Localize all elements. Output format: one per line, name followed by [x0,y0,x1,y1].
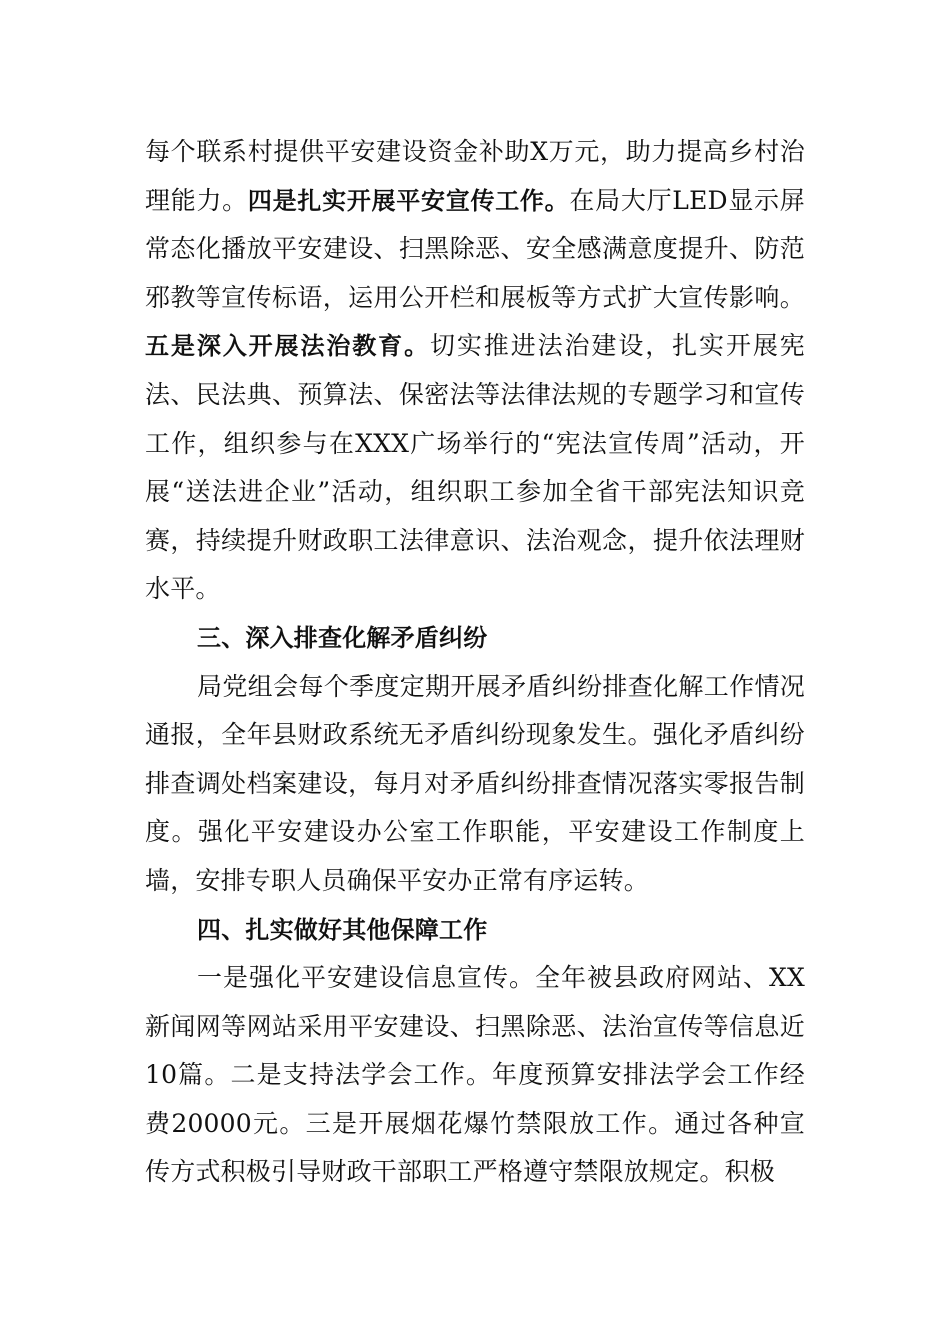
section-heading: 四、扎实做好其他保障工作 [197,915,488,944]
paragraph-text: 在局大厅LED显示屏常态化播放平安建设、扫黑除恶、安全感满意度提升、防范邪教等宣传标语，运用公开栏和展板等方式扩大宣传影响。 [145,185,805,312]
paragraph: 一是强化平安建设信息宣传。全年被县政府网站、XX新闻网等网站采用平安建设、扫黑除恶、法治宣传等信息近10篇。二是支持法学会工作。年度预算安排法学会工作经费20000元。三是开展烟花爆竹禁限放工作。通过各种宣传方式积极引导财政干部职工严格遵守禁限放规定。积极 [145,963,805,1187]
bold-lead-phrase: 四是扎实开展平安宣传工作。 [247,186,570,215]
paragraph: 局党组会每个季度定期开展矛盾纠纷排查化解工作情况通报，全年县财政系统无矛盾纠纷现象发生。强化矛盾纠纷排查调处档案建设，每月对矛盾纠纷排查情况落实零报告制度。强化平安建设办公室工作职能，平安建设工作制度上墙，安排专职人员确保平安办正常有序运转。 [145,671,805,895]
paragraph-continuation [145,128,805,614]
paragraph-text: 每个联系村提供平安建设资金补助X万元，助力提高乡村治理能力。 [145,137,805,215]
section-heading: 三、深入排查化解矛盾纠纷 [197,623,488,652]
bold-lead-phrase: 五是深入开展法治教育。 [145,332,430,361]
document-body [145,128,805,1197]
paragraph-text: 切实推进法治建设，扎实开展宪法、民法典、预算法、保密法等法律法规的专题学习和宣传工作，组织参与在XXX广场举行的“宪法宣传周”活动，开展“送法进企业”活动，组织职工参加全省干部宪法知识竞赛，持续提升财政职工法律意识、法治观念，提升依法理财水平。 [145,331,805,604]
